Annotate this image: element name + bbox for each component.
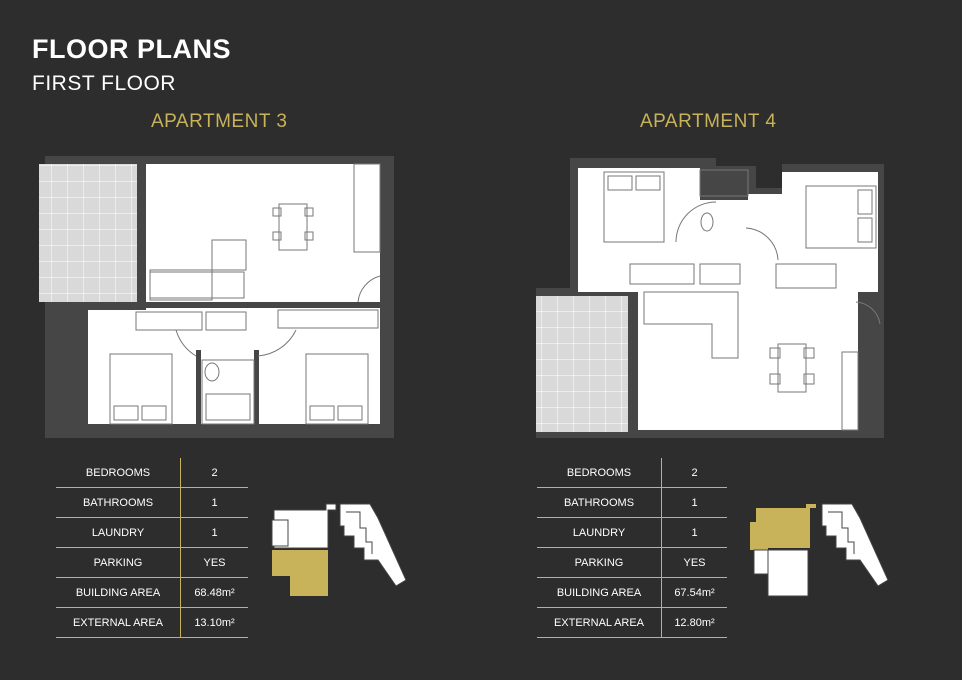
spec-value: 68.48m² xyxy=(181,578,249,608)
spec-label: BATHROOMS xyxy=(537,488,662,518)
table-row xyxy=(537,578,727,608)
spec-label: EXTERNAL AREA xyxy=(537,608,662,638)
table-row xyxy=(56,578,248,608)
table-row xyxy=(56,548,248,578)
spec-value: 13.10m² xyxy=(181,608,249,638)
apartment-3-key-plan xyxy=(268,498,414,598)
highlight-apartment xyxy=(290,550,328,596)
table-row xyxy=(537,608,727,638)
apartment-4-floor-plan xyxy=(526,152,888,444)
highlight-balcony xyxy=(750,522,768,550)
apartment-4-specs-table xyxy=(537,458,727,638)
spec-label: EXTERNAL AREA xyxy=(56,608,181,638)
spec-label: BATHROOMS xyxy=(56,488,181,518)
table-row xyxy=(56,458,248,488)
page-title: FLOOR PLANS xyxy=(32,34,231,64)
spec-value: 1 xyxy=(662,518,728,548)
spec-label: PARKING xyxy=(56,548,181,578)
spec-label: BEDROOMS xyxy=(56,458,181,488)
table-row xyxy=(537,518,727,548)
spec-value: 1 xyxy=(662,488,728,518)
spec-label: BUILDING AREA xyxy=(537,578,662,608)
apartment-3-heading: APARTMENT 3 xyxy=(151,111,288,132)
spec-label: PARKING xyxy=(537,548,662,578)
spec-label: LAUNDRY xyxy=(537,518,662,548)
table-row xyxy=(537,458,727,488)
spec-label: LAUNDRY xyxy=(56,518,181,548)
spec-value: 12.80m² xyxy=(662,608,728,638)
spec-value: YES xyxy=(181,548,249,578)
apartment-4-key-plan xyxy=(750,498,896,598)
table-row xyxy=(537,548,727,578)
table-row xyxy=(56,608,248,638)
balcony-tiles xyxy=(39,164,137,302)
table-row xyxy=(56,488,248,518)
spec-label: BEDROOMS xyxy=(537,458,662,488)
table-row xyxy=(537,488,727,518)
page-subtitle: FIRST FLOOR xyxy=(32,72,176,95)
spec-value: 2 xyxy=(181,458,249,488)
apartment-3-floor-plan xyxy=(36,150,408,445)
apartment-3-specs-table xyxy=(56,458,248,638)
apartment-4-heading: APARTMENT 4 xyxy=(640,111,777,132)
spec-value: 2 xyxy=(662,458,728,488)
spec-value: 67.54m² xyxy=(662,578,728,608)
table-row xyxy=(56,518,248,548)
balcony-tiles xyxy=(536,296,628,432)
spec-value: 1 xyxy=(181,518,249,548)
spec-label: BUILDING AREA xyxy=(56,578,181,608)
spec-value: 1 xyxy=(181,488,249,518)
spec-value: YES xyxy=(662,548,728,578)
highlight-balcony xyxy=(272,550,292,576)
